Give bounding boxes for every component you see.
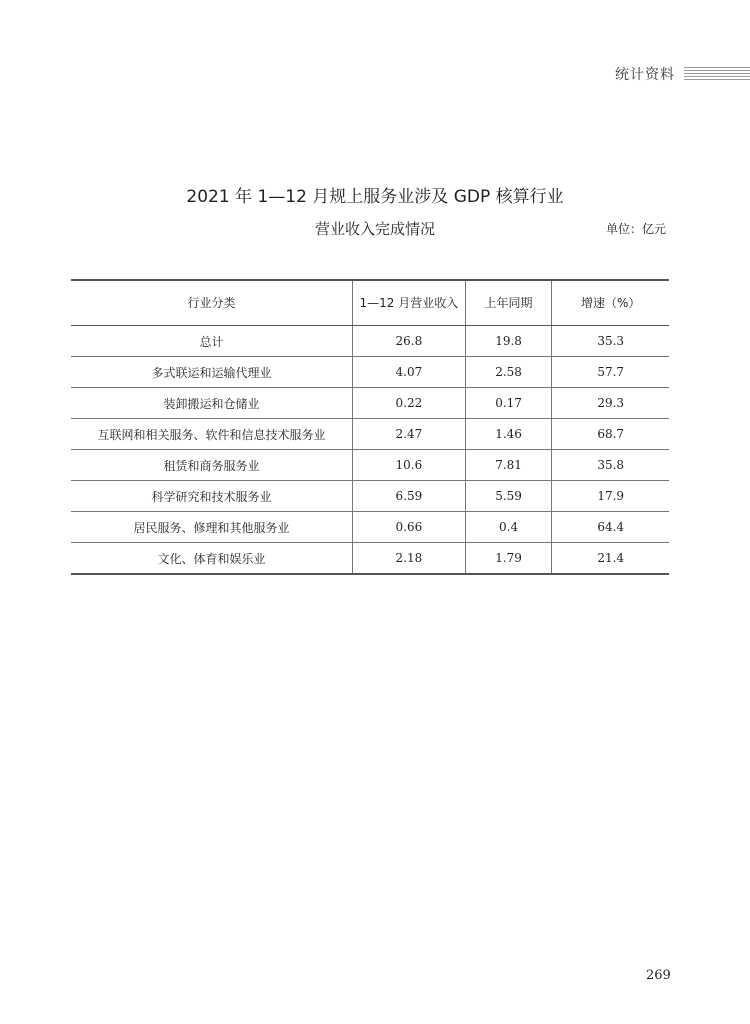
cell-industry: 文化、体育和娱乐业 xyxy=(71,543,353,575)
column-header-industry: 行业分类 xyxy=(71,280,353,326)
cell-revenue: 0.22 xyxy=(353,388,466,419)
cell-growth: 64.4 xyxy=(552,512,669,543)
table-header-row xyxy=(71,280,669,326)
cell-previous: 0.4 xyxy=(465,512,552,543)
cell-growth: 17.9 xyxy=(552,481,669,512)
column-header-revenue: 1—12 月营业收入 xyxy=(353,280,466,326)
table-row xyxy=(71,326,669,357)
cell-industry: 互联网和相关服务、软件和信息技术服务业 xyxy=(71,419,353,450)
table-row xyxy=(71,543,669,575)
revenue-table xyxy=(71,279,669,575)
cell-previous: 5.59 xyxy=(465,481,552,512)
cell-revenue: 6.59 xyxy=(353,481,466,512)
table-row xyxy=(71,481,669,512)
cell-growth: 57.7 xyxy=(552,357,669,388)
cell-industry: 总计 xyxy=(71,326,353,357)
cell-previous: 19.8 xyxy=(465,326,552,357)
cell-previous: 2.58 xyxy=(465,357,552,388)
cell-industry: 居民服务、修理和其他服务业 xyxy=(71,512,353,543)
cell-revenue: 2.47 xyxy=(353,419,466,450)
cell-growth: 68.7 xyxy=(552,419,669,450)
table-title-line1: 2021 年 1—12 月规上服务业涉及 GDP 核算行业 xyxy=(186,187,564,207)
column-header-growth: 增速（%） xyxy=(552,280,669,326)
cell-revenue: 0.66 xyxy=(353,512,466,543)
table-row xyxy=(71,388,669,419)
cell-industry: 多式联运和运输代理业 xyxy=(71,357,353,388)
cell-revenue: 10.6 xyxy=(353,450,466,481)
cell-previous: 1.46 xyxy=(465,419,552,450)
cell-previous: 7.81 xyxy=(465,450,552,481)
cell-growth: 29.3 xyxy=(552,388,669,419)
cell-revenue: 4.07 xyxy=(353,357,466,388)
table-row xyxy=(71,450,669,481)
table-row xyxy=(71,512,669,543)
cell-revenue: 2.18 xyxy=(353,543,466,575)
cell-growth: 35.3 xyxy=(552,326,669,357)
table-unit-label: 单位：亿元 xyxy=(606,222,667,236)
table-title-line2: 营业收入完成情况 xyxy=(314,220,435,238)
header-decorative-lines xyxy=(684,67,750,81)
cell-previous: 1.79 xyxy=(465,543,552,575)
cell-industry: 装卸搬运和仓储业 xyxy=(71,388,353,419)
cell-industry: 科学研究和技术服务业 xyxy=(71,481,353,512)
running-header-section: 统计资料 xyxy=(615,67,675,83)
table-row xyxy=(71,419,669,450)
cell-revenue: 26.8 xyxy=(353,326,466,357)
cell-industry: 租赁和商务服务业 xyxy=(71,450,353,481)
cell-previous: 0.17 xyxy=(465,388,552,419)
cell-growth: 35.8 xyxy=(552,450,669,481)
cell-growth: 21.4 xyxy=(552,543,669,575)
column-header-previous: 上年同期 xyxy=(465,280,552,326)
table-row xyxy=(71,357,669,388)
page-number: 269 xyxy=(646,968,671,983)
